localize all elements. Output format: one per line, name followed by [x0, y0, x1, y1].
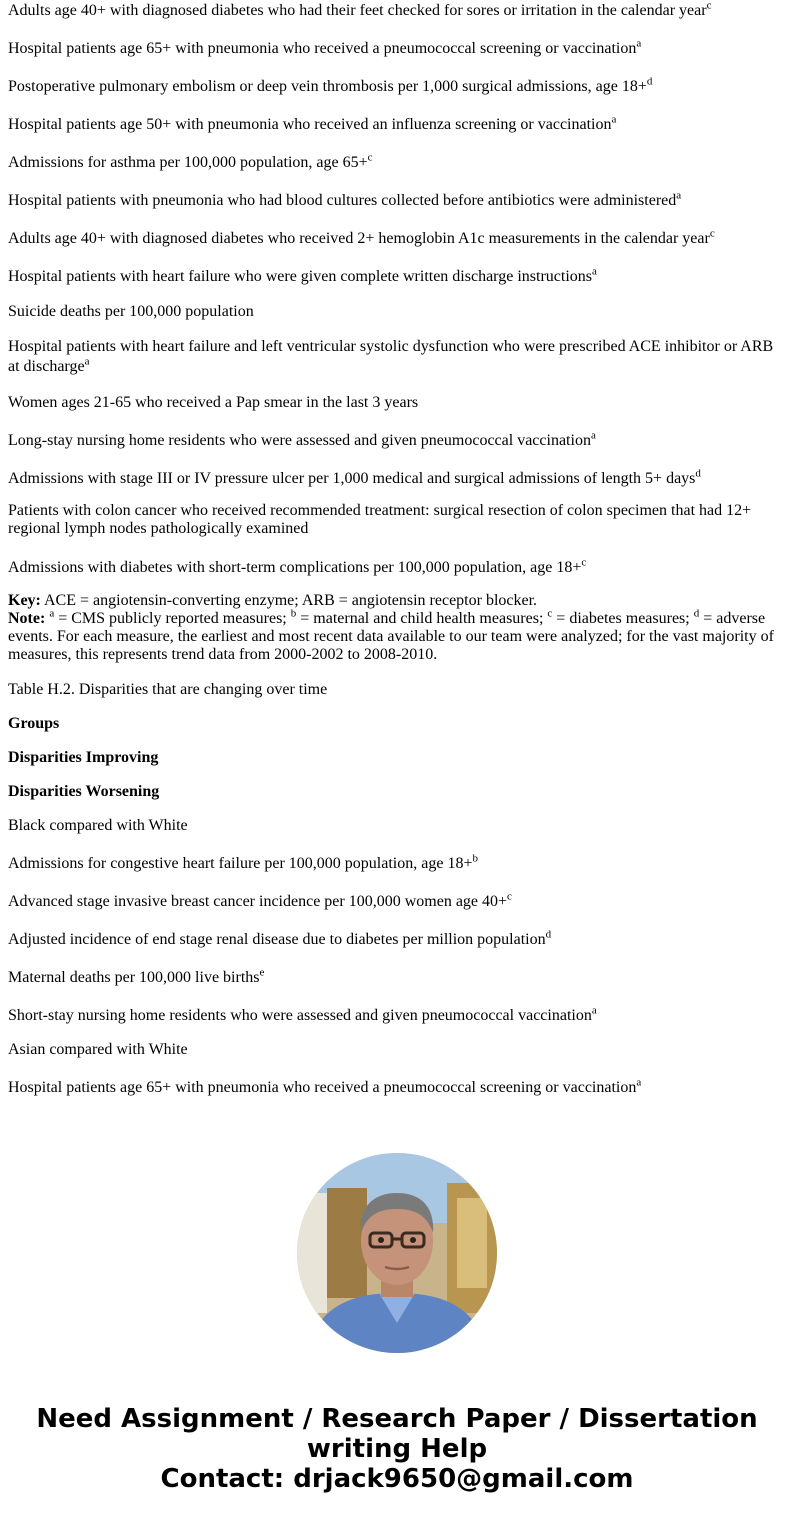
measure-item: Hospital patients age 65+ with pneumonia who received a pneumococcal screening or vaccination$^a$ — [8, 37, 642, 57]
measure-item: Hospital patients age 50+ with pneumonia who received an influenza screening or vaccination$^a$ — [8, 113, 617, 133]
measure-item: Admissions for congestive heart failure per 100,000 population, age 18+$^b$ — [8, 852, 478, 872]
measure-item: Long-stay nursing home residents who were assessed and given pneumococcal vaccination$^a$ — [8, 429, 596, 449]
person-photo-icon — [297, 1153, 497, 1353]
group-label-asian: Asian compared with White — [8, 1041, 188, 1058]
table-key: Key: ACE = angiotensin-converting enzyme; ARB = angiotensin receptor blocker. Note: $^a$ = CMS publicly reported measures; $^b$ = maternal and child health measures; $^c$ = diabetes measures; $^d$ = adverse events. For each measure, the earliest and most recent data available to our team were analyzed; for the vast majority of measures, this represents trend data from 2000-2002 to 2008-2010. — [8, 592, 774, 663]
measure-item: Admissions with stage III or IV pressure ulcer per 1,000 medical and surgical admissions of length 5+ days$^d$ — [8, 467, 701, 487]
measure-item: Hospital patients with heart failure and left ventricular systolic dysfunction who were prescribed ACE inhibitor or ARB at discharge$^a$ — [8, 338, 774, 375]
measure-item: Hospital patients with heart failure who were given complete written discharge instructions$^a$ — [8, 265, 597, 285]
promo-line-1: Need Assignment / Research Paper / Dissertation — [36, 1404, 758, 1434]
measure-item: Adults age 40+ with diagnosed diabetes who had their feet checked for sores or irritation in the calendar year$^c$ — [8, 0, 712, 19]
promo-banner — [0, 1404, 794, 1494]
avatar — [297, 1153, 497, 1353]
measure-item: Hospital patients age 65+ with pneumonia who received a pneumococcal screening or vaccination$^a$ — [8, 1076, 642, 1096]
measure-item: Suicide deaths per 100,000 population — [8, 303, 254, 320]
measure-item: Admissions with diabetes with short-term complications per 100,000 population, age 18+$^c$ — [8, 556, 587, 576]
measure-item: Postoperative pulmonary embolism or deep vein thrombosis per 1,000 surgical admissions, age 18+$^d$ — [8, 75, 653, 95]
measure-item: Women ages 21-65 who received a Pap smear in the last 3 years — [8, 394, 419, 411]
promo-line-2: writing Help — [306, 1434, 488, 1464]
table-header-groups: Groups — [8, 715, 60, 732]
note-label: Note: — [8, 610, 46, 627]
measure-item: Adults age 40+ with diagnosed diabetes who received 2+ hemoglobin A1c measurements in the calendar year$^c$ — [8, 227, 715, 247]
table-title: Table H.2. Disparities that are changing over time — [8, 681, 328, 698]
table-header-worsening: Disparities Worsening — [8, 783, 160, 800]
measure-item: Patients with colon cancer who received recommended treatment: surgical resection of colon specimen that had 12+ regional lymph nodes pathologically examined — [8, 502, 752, 537]
measure-item: Hospital patients with pneumonia who had blood cultures collected before antibiotics were administered$^a$ — [8, 189, 682, 209]
measure-item: Advanced stage invasive breast cancer incidence per 100,000 women age 40+$^c$ — [8, 890, 512, 910]
table-header-improving: Disparities Improving — [8, 749, 159, 766]
measure-item: Maternal deaths per 100,000 live births$^e$ — [8, 966, 265, 986]
group-label-black: Black compared with White — [8, 817, 188, 834]
measure-item: Short-stay nursing home residents who were assessed and given pneumococcal vaccination$^a$ — [8, 1004, 597, 1024]
measure-item: Adjusted incidence of end stage renal disease due to diabetes per million population$^d$ — [8, 928, 552, 948]
promo-contact: Contact: drjack9650@gmail.com — [160, 1464, 634, 1494]
measure-item: Admissions for asthma per 100,000 population, age 65+$^c$ — [8, 151, 373, 171]
document-body — [8, 0, 786, 1097]
